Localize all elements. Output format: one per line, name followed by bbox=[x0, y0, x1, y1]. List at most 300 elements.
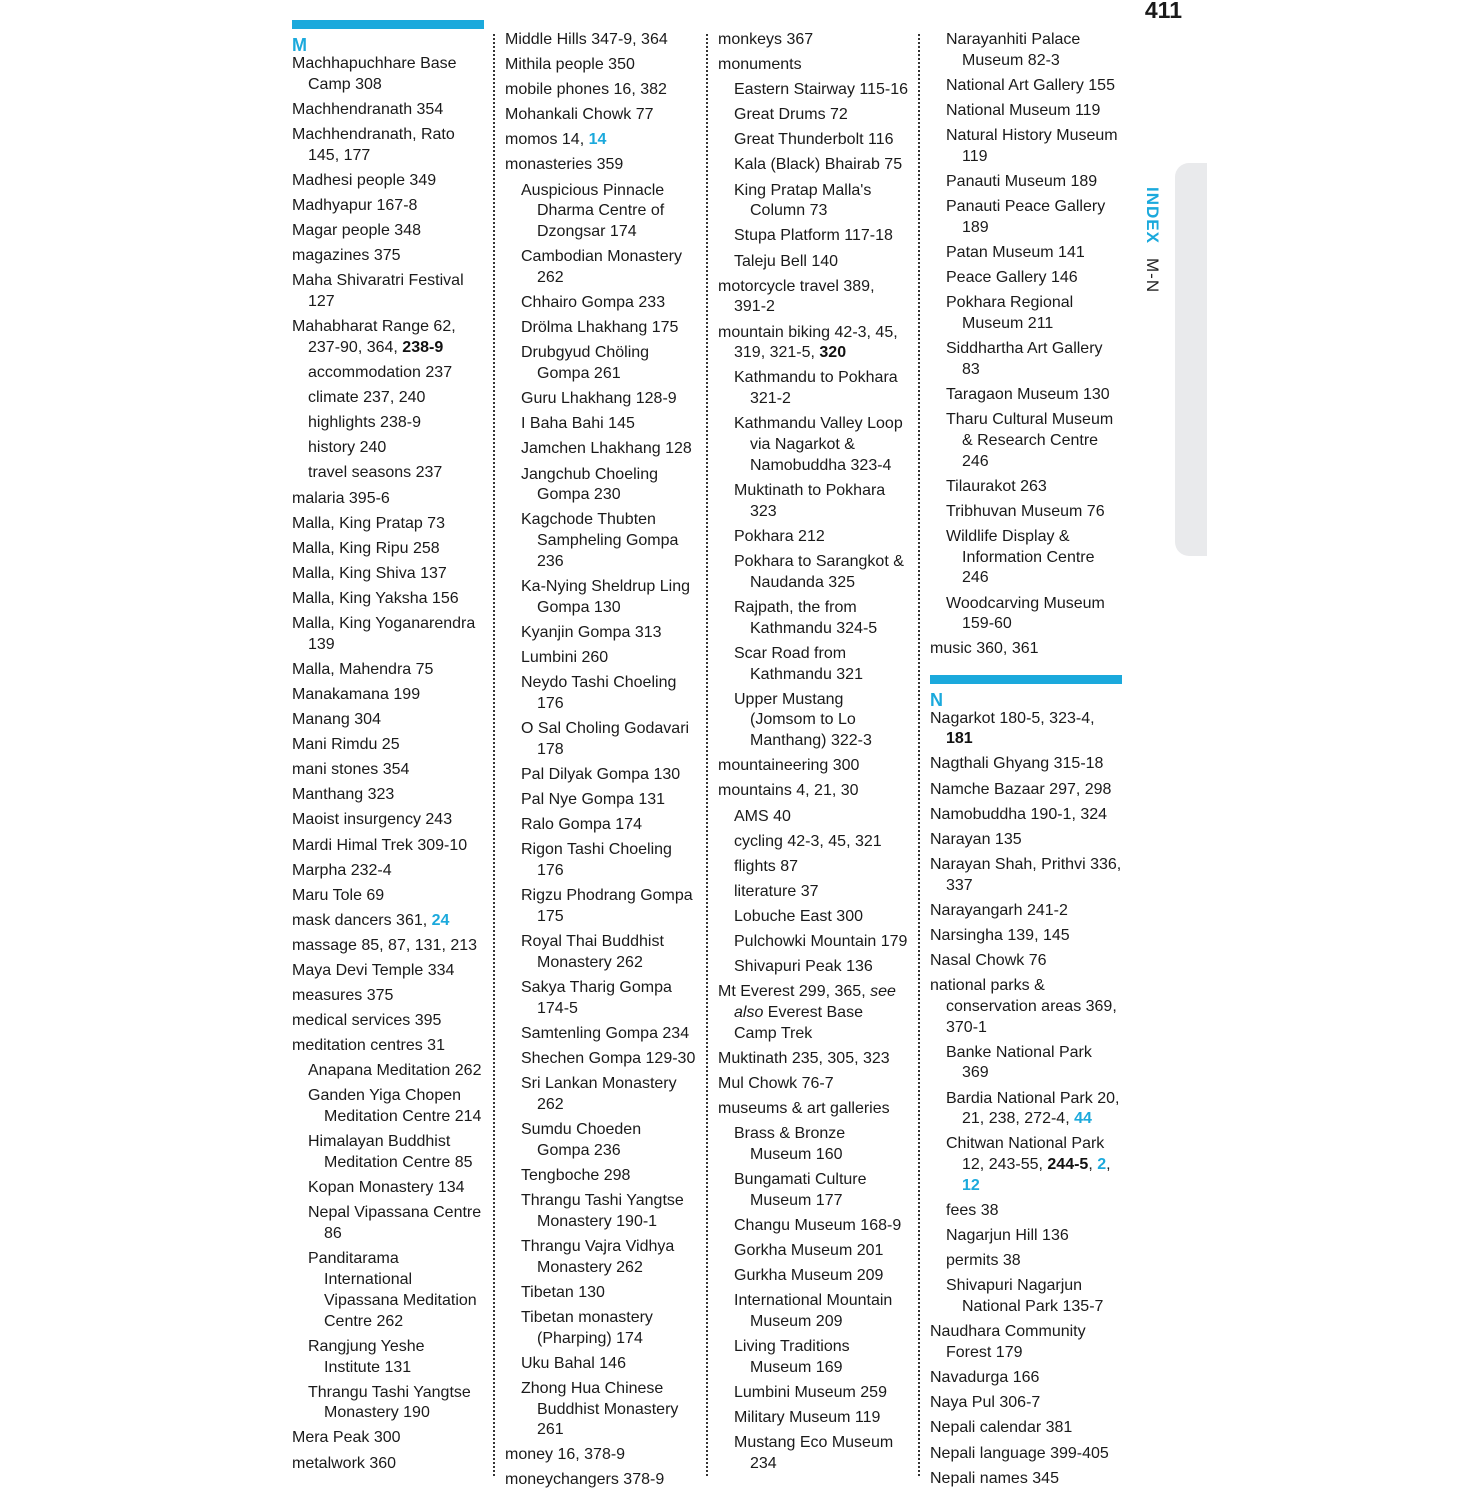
entry-text: Jamchen Lhakhang 128 bbox=[521, 440, 692, 458]
index-entry bbox=[718, 1074, 910, 1095]
index-subentry bbox=[734, 1433, 910, 1475]
entry-text: Nepali language 399-405 bbox=[930, 1444, 1109, 1462]
index-entry bbox=[930, 1469, 1122, 1490]
entry-text: Peace Gallery 146 bbox=[946, 269, 1078, 287]
index-entry bbox=[930, 805, 1122, 826]
entry-text: mountain biking 42-3, 45, 319, 321-5, bbox=[718, 323, 898, 362]
index-list-col1 bbox=[292, 54, 484, 1474]
index-subentry bbox=[521, 719, 697, 761]
index-subentry bbox=[734, 226, 910, 247]
page-number: 411 bbox=[1144, 0, 1182, 23]
entry-text: Ralo Gompa 174 bbox=[521, 816, 642, 834]
entry-text: Great Thunderbolt 116 bbox=[734, 131, 894, 149]
entry-text: medical services 395 bbox=[292, 1012, 442, 1030]
entry-text: Mustang Eco Museum 234 bbox=[734, 1434, 894, 1472]
index-entry bbox=[292, 861, 484, 882]
map-page-ref: 244-5 bbox=[1047, 1156, 1089, 1174]
index-subentry bbox=[734, 807, 910, 828]
entry-text: Gorkha Museum 201 bbox=[734, 1242, 884, 1260]
entry-text: Muktinath to Pokhara 323 bbox=[734, 482, 886, 520]
index-subentry bbox=[946, 1276, 1122, 1318]
entry-text: Taragaon Museum 130 bbox=[946, 385, 1110, 403]
index-subentry bbox=[521, 1166, 697, 1187]
entry-text: Woodcarving Museum 159-60 bbox=[946, 594, 1105, 633]
index-subentry bbox=[521, 1308, 697, 1350]
index-subentry bbox=[734, 1291, 910, 1333]
index-subentry bbox=[734, 1124, 910, 1166]
entry-text: Narsingha 139, 145 bbox=[930, 926, 1070, 944]
entry-text: I Baha Bahi 145 bbox=[521, 415, 635, 433]
entry-text: Kyanjin Gompa 313 bbox=[521, 623, 662, 641]
side-tab-title: INDEX bbox=[1143, 187, 1162, 244]
entry-text: fees 38 bbox=[946, 1202, 999, 1220]
photo-page-ref: 14 bbox=[588, 131, 607, 149]
index-subentry bbox=[521, 1049, 697, 1070]
index-subentry bbox=[946, 172, 1122, 193]
entry-text: Scar Road from Kathmandu 321 bbox=[734, 644, 863, 683]
entry-text: accommodation 237 bbox=[308, 364, 453, 382]
entry-text: Malla, King Pratap 73 bbox=[292, 514, 445, 532]
entry-text: Military Museum 119 bbox=[734, 1409, 881, 1427]
entry-text: Living Traditions Museum 169 bbox=[734, 1338, 850, 1376]
entry-text: , bbox=[1088, 1156, 1098, 1174]
entry-text: Lobuche East 300 bbox=[734, 907, 863, 925]
index-subentry bbox=[734, 527, 910, 548]
index-subentry bbox=[521, 1237, 697, 1279]
entry-text: Shivapuri Nagarjun National Park 135-7 bbox=[946, 1277, 1104, 1316]
entry-text: Kagchode Thubten Sampheling Gompa 236 bbox=[521, 511, 679, 570]
index-entry bbox=[292, 986, 484, 1007]
index-subentry bbox=[734, 80, 910, 101]
entry-text: Narayan Shah, Prithvi 336, 337 bbox=[930, 855, 1122, 894]
index-entry bbox=[718, 781, 910, 802]
index-list-col4-n bbox=[930, 709, 1122, 1490]
index-subentry bbox=[521, 1191, 697, 1233]
entry-text: Rigzu Phodrang Gompa 175 bbox=[521, 887, 693, 925]
index-subentry bbox=[946, 268, 1122, 289]
index-subentry bbox=[734, 932, 910, 953]
entry-text: mani stones 354 bbox=[292, 761, 410, 779]
index-subentry bbox=[734, 644, 910, 686]
index-subentry bbox=[521, 247, 697, 289]
entry-text: Sri Lankan Monastery 262 bbox=[521, 1074, 677, 1113]
index-subentry bbox=[946, 410, 1122, 472]
entry-text: Panauti Museum 189 bbox=[946, 172, 1098, 190]
entry-text: Madhyapur 167-8 bbox=[292, 196, 418, 214]
index-subentry bbox=[946, 477, 1122, 498]
index-subentry bbox=[308, 1383, 484, 1425]
index-entry bbox=[292, 1036, 484, 1057]
entry-text: meditation centres 31 bbox=[292, 1037, 445, 1055]
index-subentry bbox=[521, 318, 697, 339]
entry-text: Siddhartha Art Gallery 83 bbox=[946, 340, 1103, 378]
index-subentry bbox=[521, 623, 697, 644]
index-entry bbox=[292, 760, 484, 781]
entry-text: Mera Peak 300 bbox=[292, 1429, 401, 1447]
entry-text: Malla, King Ripu 258 bbox=[292, 539, 440, 557]
index-subentry bbox=[308, 1337, 484, 1379]
entry-text: monuments bbox=[718, 56, 802, 74]
entry-text: Nagthali Ghyang 315-18 bbox=[930, 755, 1104, 773]
index-entry bbox=[292, 539, 484, 560]
index-entry bbox=[505, 55, 697, 76]
entry-text: Machhendranath, Rato 145, 177 bbox=[292, 125, 455, 164]
entry-text: museums & art galleries bbox=[718, 1100, 890, 1118]
index-subentry bbox=[946, 594, 1122, 636]
entry-text: Kala (Black) Bhairab 75 bbox=[734, 156, 903, 174]
index-subentry bbox=[308, 1178, 484, 1199]
index-subentry bbox=[521, 1024, 697, 1045]
entry-text: Cambodian Monastery 262 bbox=[521, 248, 682, 287]
index-entry bbox=[292, 810, 484, 831]
entry-text: Mani Rimdu 25 bbox=[292, 736, 400, 754]
index-subentry bbox=[946, 339, 1122, 381]
entry-text: climate 237, 240 bbox=[308, 389, 426, 407]
photo-page-ref: 44 bbox=[1074, 1110, 1092, 1128]
entry-text: Great Drums 72 bbox=[734, 106, 848, 124]
entry-text: Natural History Museum 119 bbox=[946, 127, 1118, 165]
index-entry bbox=[930, 780, 1122, 801]
index-subentry bbox=[734, 252, 910, 273]
index-entry bbox=[292, 271, 484, 313]
index-entry bbox=[292, 886, 484, 907]
index-subentry bbox=[734, 181, 910, 223]
entry-text: Nasal Chowk 76 bbox=[930, 951, 1047, 969]
entry-text: Tharu Cultural Museum & Research Centre 246 bbox=[946, 411, 1114, 470]
index-entry bbox=[930, 1418, 1122, 1439]
entry-text: metalwork 360 bbox=[292, 1454, 397, 1472]
entry-text: Jangchub Choeling Gompa 230 bbox=[521, 465, 658, 504]
entry-text: Kathmandu Valley Loop via Nagarkot & Namobuddha 323-4 bbox=[734, 415, 903, 474]
index-subentry bbox=[521, 465, 697, 507]
index-entry bbox=[930, 639, 1122, 660]
index-entry bbox=[292, 246, 484, 267]
entry-text: Tribhuvan Museum 76 bbox=[946, 502, 1105, 520]
index-subentry bbox=[946, 101, 1122, 122]
index-subentry bbox=[734, 907, 910, 928]
entry-text: National Museum 119 bbox=[946, 101, 1101, 119]
entry-text: Nepal Vipassana Centre 86 bbox=[308, 1204, 482, 1243]
index-subentry bbox=[308, 1132, 484, 1174]
entry-text: Guru Lhakhang 128-9 bbox=[521, 390, 677, 408]
index-subentry bbox=[946, 1043, 1122, 1085]
entry-text: music 360, 361 bbox=[930, 640, 1039, 658]
column-divider bbox=[918, 34, 920, 1476]
index-subentry bbox=[946, 243, 1122, 264]
index-entry bbox=[292, 564, 484, 585]
index-subentry bbox=[946, 1089, 1122, 1131]
index-entry bbox=[292, 221, 484, 242]
index-subentry bbox=[734, 1216, 910, 1237]
entry-text: Drubgyud Chöling Gompa 261 bbox=[521, 344, 650, 383]
entry-text: Pal Dilyak Gompa 130 bbox=[521, 765, 681, 783]
entry-text: Patan Museum 141 bbox=[946, 243, 1085, 261]
index-subentry bbox=[521, 1379, 697, 1441]
entry-text: Pal Nye Gompa 131 bbox=[521, 791, 666, 809]
index-entry bbox=[505, 30, 697, 51]
entry-text: Kathmandu to Pokhara 321-2 bbox=[734, 369, 898, 408]
index-entry bbox=[718, 982, 910, 1044]
index-entry bbox=[292, 911, 484, 932]
index-subentry bbox=[734, 832, 910, 853]
index-subentry bbox=[521, 932, 697, 974]
index-subentry bbox=[946, 527, 1122, 589]
index-column-1 bbox=[292, 30, 484, 1479]
entry-text: flights 87 bbox=[734, 857, 799, 875]
index-subentry bbox=[946, 1251, 1122, 1272]
entry-text: Changu Museum 168-9 bbox=[734, 1216, 902, 1234]
entry-text: Nepali names 345 bbox=[930, 1469, 1059, 1487]
entry-text: Thrangu Vajra Vidhya Monastery 262 bbox=[521, 1237, 675, 1276]
index-entry bbox=[292, 514, 484, 535]
entry-text: monkeys 367 bbox=[718, 31, 814, 48]
side-tab-label bbox=[1140, 187, 1164, 307]
index-subentry bbox=[734, 598, 910, 640]
entry-text: Pokhara 212 bbox=[734, 527, 825, 545]
entry-text: Rigon Tashi Choeling 176 bbox=[521, 841, 672, 880]
index-subentry bbox=[308, 1061, 484, 1082]
entry-text: Ganden Yiga Chopen Meditation Centre 214 bbox=[308, 1087, 482, 1126]
entry-text: King Pratap Malla's Column 73 bbox=[734, 181, 872, 220]
index-subentry bbox=[946, 126, 1122, 168]
entry-text: Sumdu Choeden Gompa 236 bbox=[521, 1120, 642, 1159]
index-subentry bbox=[734, 414, 910, 476]
entry-text: travel seasons 237 bbox=[308, 464, 443, 482]
index-subentry bbox=[521, 439, 697, 460]
section-letter-m: M bbox=[292, 35, 307, 55]
entry-text: Nagarkot 180-5, 323-4, bbox=[930, 709, 1095, 727]
entry-text: Maya Devi Temple 334 bbox=[292, 961, 455, 979]
entry-text: Stupa Platform 117-18 bbox=[734, 227, 893, 245]
index-entry bbox=[930, 951, 1122, 972]
index-subentry bbox=[521, 510, 697, 572]
index-subentry bbox=[308, 363, 484, 384]
entry-text: Zhong Hua Chinese Buddhist Monastery 261 bbox=[521, 1379, 679, 1439]
entry-text: Machhapuchhare Base Camp 308 bbox=[292, 55, 457, 93]
index-subentry bbox=[521, 815, 697, 836]
index-subentry bbox=[521, 765, 697, 786]
side-tab bbox=[1175, 163, 1207, 556]
index-entry bbox=[930, 830, 1122, 851]
entry-text: Muktinath 235, 305, 323 bbox=[718, 1049, 890, 1067]
entry-text: Mt Everest 299, 365, bbox=[718, 983, 871, 1001]
index-entry bbox=[930, 1368, 1122, 1389]
index-subentry bbox=[734, 481, 910, 523]
index-entry bbox=[930, 754, 1122, 775]
entry-text: Maoist insurgency 243 bbox=[292, 811, 453, 829]
index-entry bbox=[718, 323, 910, 365]
index-entry bbox=[292, 317, 484, 359]
photo-page-ref: 2 bbox=[1097, 1156, 1107, 1174]
entry-text: Malla, King Shiva 137 bbox=[292, 564, 447, 582]
entry-text: measures 375 bbox=[292, 987, 394, 1005]
entry-text: mountaineering 300 bbox=[718, 757, 860, 775]
entry-text: Bungamati Culture Museum 177 bbox=[734, 1171, 867, 1209]
index-entry bbox=[930, 901, 1122, 922]
index-subentry bbox=[521, 673, 697, 715]
entry-text: Rajpath, the from Kathmandu 324-5 bbox=[734, 598, 878, 637]
index-column-2 bbox=[505, 30, 697, 1496]
index-subentry bbox=[734, 105, 910, 126]
cross-reference: see also bbox=[734, 983, 896, 1021]
entry-text: Sakya Tharig Gompa 174-5 bbox=[521, 978, 672, 1017]
entry-text: Gurkha Museum 209 bbox=[734, 1267, 884, 1285]
index-entry bbox=[930, 1444, 1122, 1465]
index-subentry bbox=[946, 76, 1122, 97]
index-entry bbox=[292, 100, 484, 121]
entry-text: history 240 bbox=[308, 439, 387, 457]
entry-text: Bardia National Park 20, 21, 238, 272-4, bbox=[946, 1089, 1120, 1128]
index-entry bbox=[930, 1322, 1122, 1364]
index-subentry bbox=[734, 1408, 910, 1429]
index-entry bbox=[718, 30, 910, 51]
entry-text: Mahabharat Range 62, 237-90, 364, bbox=[292, 318, 456, 356]
entry-text: Nagarjun Hill 136 bbox=[946, 1227, 1069, 1245]
entry-text: Manakamana 199 bbox=[292, 685, 421, 703]
index-entry bbox=[292, 785, 484, 806]
entry-text: mobile phones 16, 382 bbox=[505, 81, 667, 99]
entry-text: Chitwan National Park 12, 243-55, bbox=[946, 1135, 1105, 1174]
entry-text: Thrangu Tashi Yangtse Monastery 190-1 bbox=[521, 1191, 684, 1230]
entry-text: Thrangu Tashi Yangtse Monastery 190 bbox=[308, 1383, 471, 1422]
index-entry bbox=[292, 1011, 484, 1032]
side-tab-range: M-N bbox=[1143, 257, 1162, 293]
index-subentry bbox=[308, 1086, 484, 1128]
entry-text: Lumbini 260 bbox=[521, 649, 609, 667]
entry-text: AMS 40 bbox=[734, 807, 791, 825]
index-subentry bbox=[734, 882, 910, 903]
index-entry bbox=[292, 735, 484, 756]
entry-text: Namobuddha 190-1, 324 bbox=[930, 805, 1108, 823]
entry-text: Ka-Nying Sheldrup Ling Gompa 130 bbox=[521, 578, 690, 616]
entry-text: malaria 395-6 bbox=[292, 489, 390, 507]
index-entry bbox=[292, 1454, 484, 1475]
entry-text: literature 37 bbox=[734, 882, 819, 900]
index-subentry bbox=[734, 1337, 910, 1379]
entry-text: Neydo Tashi Choeling 176 bbox=[521, 674, 677, 712]
index-entry bbox=[292, 196, 484, 217]
map-page-ref: 320 bbox=[819, 344, 847, 362]
entry-text: Panauti Peace Gallery 189 bbox=[946, 198, 1106, 236]
index-entry bbox=[292, 1428, 484, 1449]
entry-text: highlights 238-9 bbox=[308, 414, 421, 432]
index-subentry bbox=[734, 1241, 910, 1262]
entry-text: Narayan 135 bbox=[930, 830, 1022, 848]
index-column-3 bbox=[718, 30, 910, 1479]
index-subentry bbox=[308, 1203, 484, 1245]
index-entry bbox=[718, 756, 910, 777]
index-entry bbox=[292, 54, 484, 96]
index-subentry bbox=[521, 181, 697, 243]
index-list-col3 bbox=[718, 30, 910, 1475]
index-entry bbox=[292, 836, 484, 857]
photo-page-ref: 24 bbox=[431, 911, 450, 929]
index-subentry bbox=[521, 577, 697, 619]
index-entry bbox=[292, 936, 484, 957]
index-entry bbox=[505, 105, 697, 126]
index-subentry bbox=[734, 690, 910, 752]
entry-text: Mithila people 350 bbox=[505, 56, 635, 74]
entry-text: Madhesi people 349 bbox=[292, 171, 437, 189]
index-subentry bbox=[734, 155, 910, 176]
entry-text: National Art Gallery 155 bbox=[946, 76, 1115, 94]
index-subentry bbox=[521, 293, 697, 314]
entry-text: Everest Base Camp Trek bbox=[734, 1003, 863, 1042]
index-subentry bbox=[521, 886, 697, 928]
entry-text: permits 38 bbox=[946, 1252, 1021, 1270]
entry-text: Mohankali Chowk 77 bbox=[505, 106, 654, 124]
entry-text: magazines 375 bbox=[292, 247, 401, 265]
entry-text: mountains 4, 21, 30 bbox=[718, 782, 859, 800]
entry-text: Tibetan monastery (Pharping) 174 bbox=[521, 1308, 653, 1347]
entry-text: Panditarama International Vipassana Meditation Centre 262 bbox=[308, 1250, 477, 1330]
index-subentry bbox=[734, 857, 910, 878]
index-subentry bbox=[308, 438, 484, 459]
entry-text: Pokhara to Sarangkot & Naudanda 325 bbox=[734, 552, 904, 591]
index-entry bbox=[292, 489, 484, 510]
entry-text: cycling 42-3, 45, 321 bbox=[734, 832, 882, 850]
index-subentry bbox=[734, 552, 910, 594]
entry-text: Namche Bazaar 297, 298 bbox=[930, 780, 1112, 798]
entry-text: motorcycle travel 389, 391-2 bbox=[718, 277, 875, 316]
index-subentry bbox=[946, 502, 1122, 523]
index-entry bbox=[292, 614, 484, 656]
entry-text: Auspicious Pinnacle Dharma Centre of Dzongsar 174 bbox=[521, 181, 665, 241]
index-subentry bbox=[734, 368, 910, 410]
column-divider bbox=[706, 34, 708, 1476]
entry-text: Nepali calendar 381 bbox=[930, 1419, 1073, 1437]
index-list-col2 bbox=[505, 30, 697, 1491]
entry-text: Royal Thai Buddhist Monastery 262 bbox=[521, 933, 664, 971]
entry-text: Uku Bahal 146 bbox=[521, 1354, 626, 1372]
index-subentry bbox=[521, 648, 697, 669]
entry-text: Narayanhiti Palace Museum 82-3 bbox=[946, 31, 1081, 69]
entry-text: Tengboche 298 bbox=[521, 1166, 631, 1184]
index-entry bbox=[292, 589, 484, 610]
entry-text: Naudhara Community Forest 179 bbox=[930, 1323, 1086, 1362]
index-entry bbox=[930, 709, 1122, 751]
entry-text: national parks & conservation areas 369, 370-1 bbox=[930, 977, 1117, 1036]
entry-text: moneychangers 378-9 bbox=[505, 1471, 665, 1489]
entry-text: Wildlife Display & Information Centre 246 bbox=[946, 527, 1095, 587]
index-subentry bbox=[521, 414, 697, 435]
index-entry bbox=[930, 976, 1122, 1038]
entry-text: Shivapuri Peak 136 bbox=[734, 958, 873, 976]
entry-text: Lumbini Museum 259 bbox=[734, 1384, 887, 1401]
index-subentry bbox=[946, 1226, 1122, 1247]
index-subentry bbox=[521, 1283, 697, 1304]
column-divider bbox=[493, 34, 495, 1476]
index-entry bbox=[505, 1445, 697, 1466]
entry-text: Banke National Park 369 bbox=[946, 1043, 1092, 1082]
entry-text: Manang 304 bbox=[292, 711, 381, 729]
entry-text: Malla, King Yoganarendra 139 bbox=[292, 614, 476, 653]
index-subentry bbox=[521, 1120, 697, 1162]
index-subentry bbox=[308, 1249, 484, 1332]
entry-text: Chhairo Gompa 233 bbox=[521, 294, 666, 312]
entry-text: Kopan Monastery 134 bbox=[308, 1179, 465, 1197]
entry-text: Taleju Bell 140 bbox=[734, 252, 839, 270]
entry-text: Tilaurakot 263 bbox=[946, 477, 1047, 495]
entry-text: Malla, Mahendra 75 bbox=[292, 660, 434, 678]
index-entry bbox=[718, 55, 910, 76]
index-subentry bbox=[308, 388, 484, 409]
index-entry bbox=[930, 926, 1122, 947]
section-letter-n: N bbox=[930, 689, 943, 710]
entry-text: monasteries 359 bbox=[505, 156, 624, 174]
photo-page-ref: 12 bbox=[962, 1177, 980, 1195]
entry-text: Drölma Lhakhang 175 bbox=[521, 319, 679, 337]
